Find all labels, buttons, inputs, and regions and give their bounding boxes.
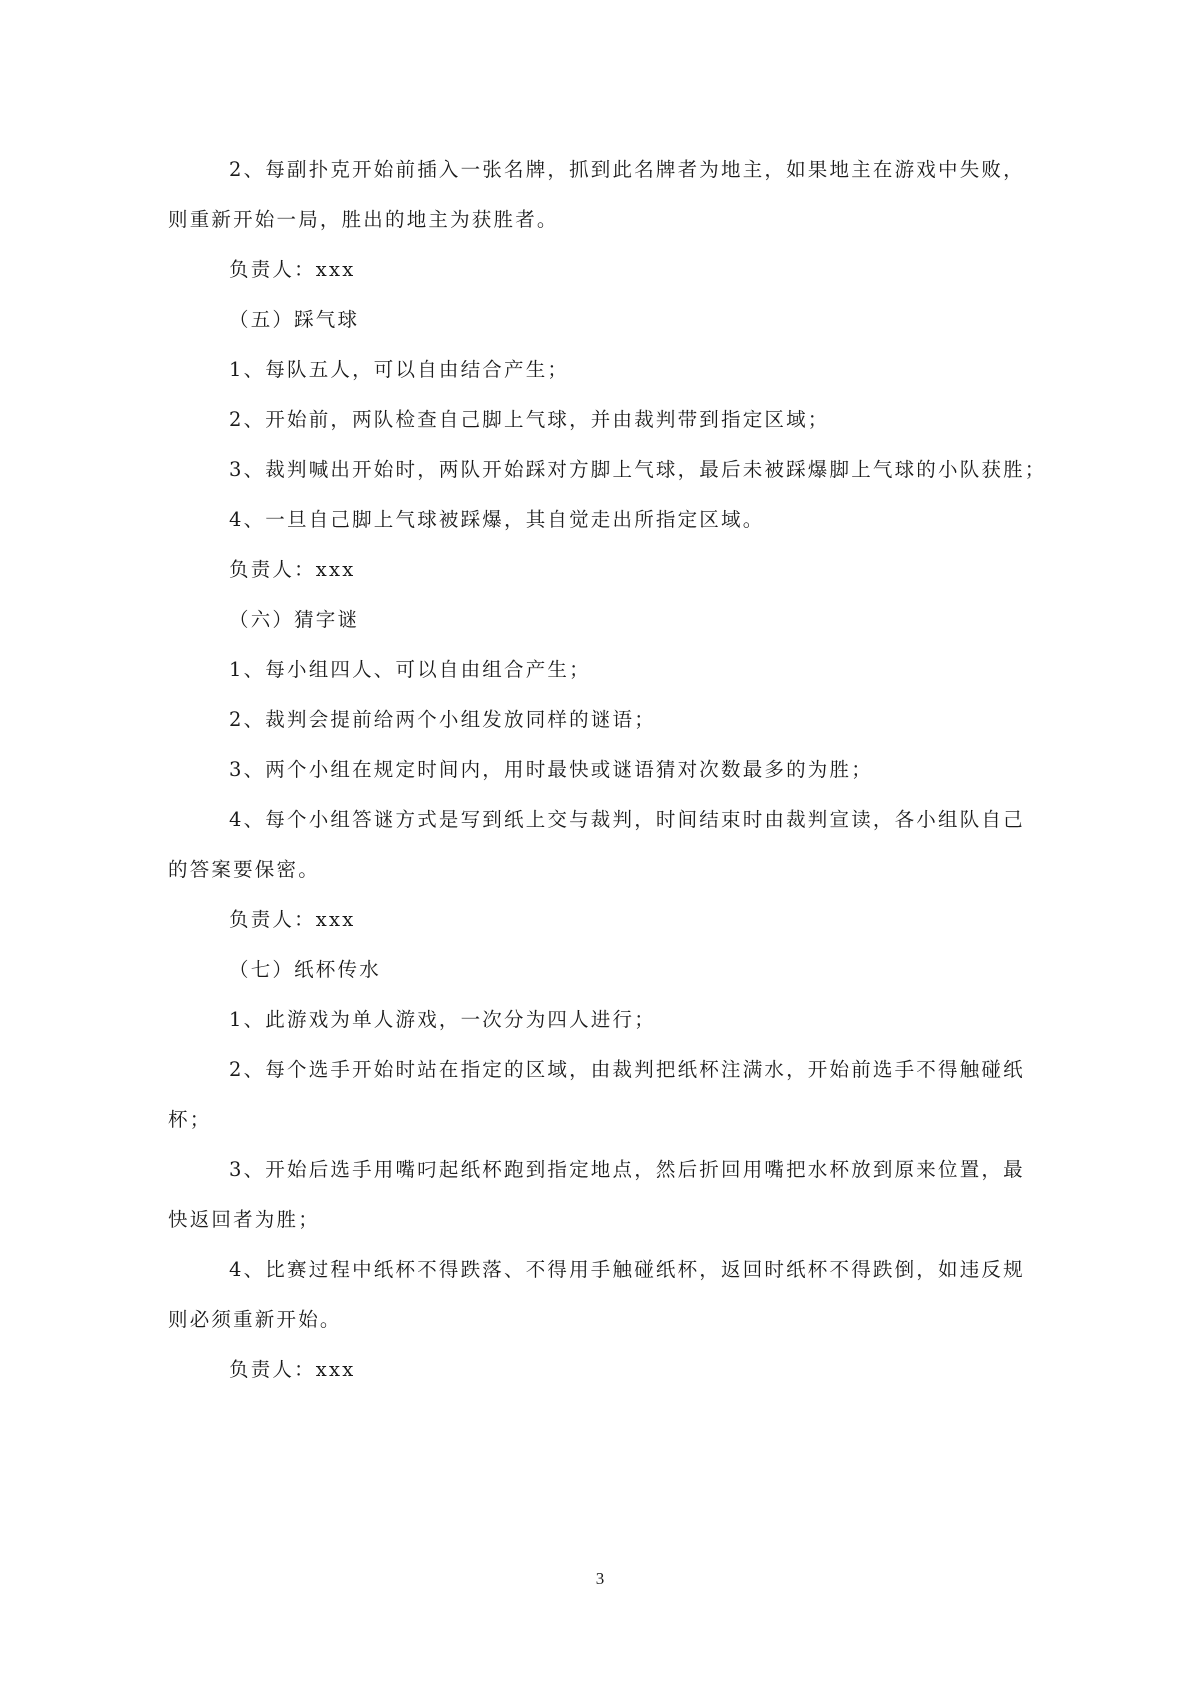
paragraph-line: 2、每个选手开始时站在指定的区域，由裁判把纸杯注满水，开始前选手不得触碰纸 — [229, 1058, 1025, 1081]
paragraph-line: 4、比赛过程中纸杯不得跌落、不得用手触碰纸杯，返回时纸杯不得跌倒，如违反规 — [229, 1258, 1025, 1281]
responsible-person-line: 负责人：xxx — [229, 908, 356, 931]
paragraph-line: 杯； — [168, 1108, 212, 1131]
paragraph-line: 快返回者为胜； — [168, 1208, 320, 1231]
section-heading: （六）猜字谜 — [229, 608, 360, 631]
responsible-person-line: 负责人：xxx — [229, 258, 356, 281]
section-heading: （五）踩气球 — [229, 308, 360, 331]
paragraph-line: 则重新开始一局，胜出的地主为获胜者。 — [168, 208, 559, 231]
paragraph-line: 1、每队五人，可以自由结合产生； — [229, 358, 570, 381]
paragraph-line: 3、开始后选手用嘴叼起纸杯跑到指定地点，然后折回用嘴把水杯放到原来位置，最 — [229, 1158, 1025, 1181]
paragraph-line: 则必须重新开始。 — [168, 1308, 342, 1331]
paragraph-line: 4、一旦自己脚上气球被踩爆，其自觉走出所指定区域。 — [229, 508, 765, 531]
paragraph-line: 3、裁判喊出开始时，两队开始踩对方脚上气球，最后未被踩爆脚上气球的小队获胜； — [229, 458, 1047, 481]
paragraph-line: 2、裁判会提前给两个小组发放同样的谜语； — [229, 708, 656, 731]
section-heading: （七）纸杯传水 — [229, 958, 381, 981]
responsible-person-line: 负责人：xxx — [229, 1358, 356, 1381]
paragraph-line: 4、每个小组答谜方式是写到纸上交与裁判，时间结束时由裁判宣读，各小组队自己 — [229, 808, 1025, 831]
paragraph-line: 1、此游戏为单人游戏，一次分为四人进行； — [229, 1008, 656, 1031]
paragraph-line: 1、每小组四人、可以自由组合产生； — [229, 658, 591, 681]
page-number: 3 — [595, 1569, 605, 1588]
paragraph-line: 2、开始前，两队检查自己脚上气球，并由裁判带到指定区域； — [229, 408, 830, 431]
paragraph-line: 2、每副扑克开始前插入一张名牌，抓到此名牌者为地主，如果地主在游戏中失败， — [229, 158, 1025, 181]
responsible-person-line: 负责人：xxx — [229, 558, 356, 581]
paragraph-line: 3、两个小组在规定时间内，用时最快或谜语猜对次数最多的为胜； — [229, 758, 873, 781]
paragraph-line: 的答案要保密。 — [168, 858, 320, 881]
